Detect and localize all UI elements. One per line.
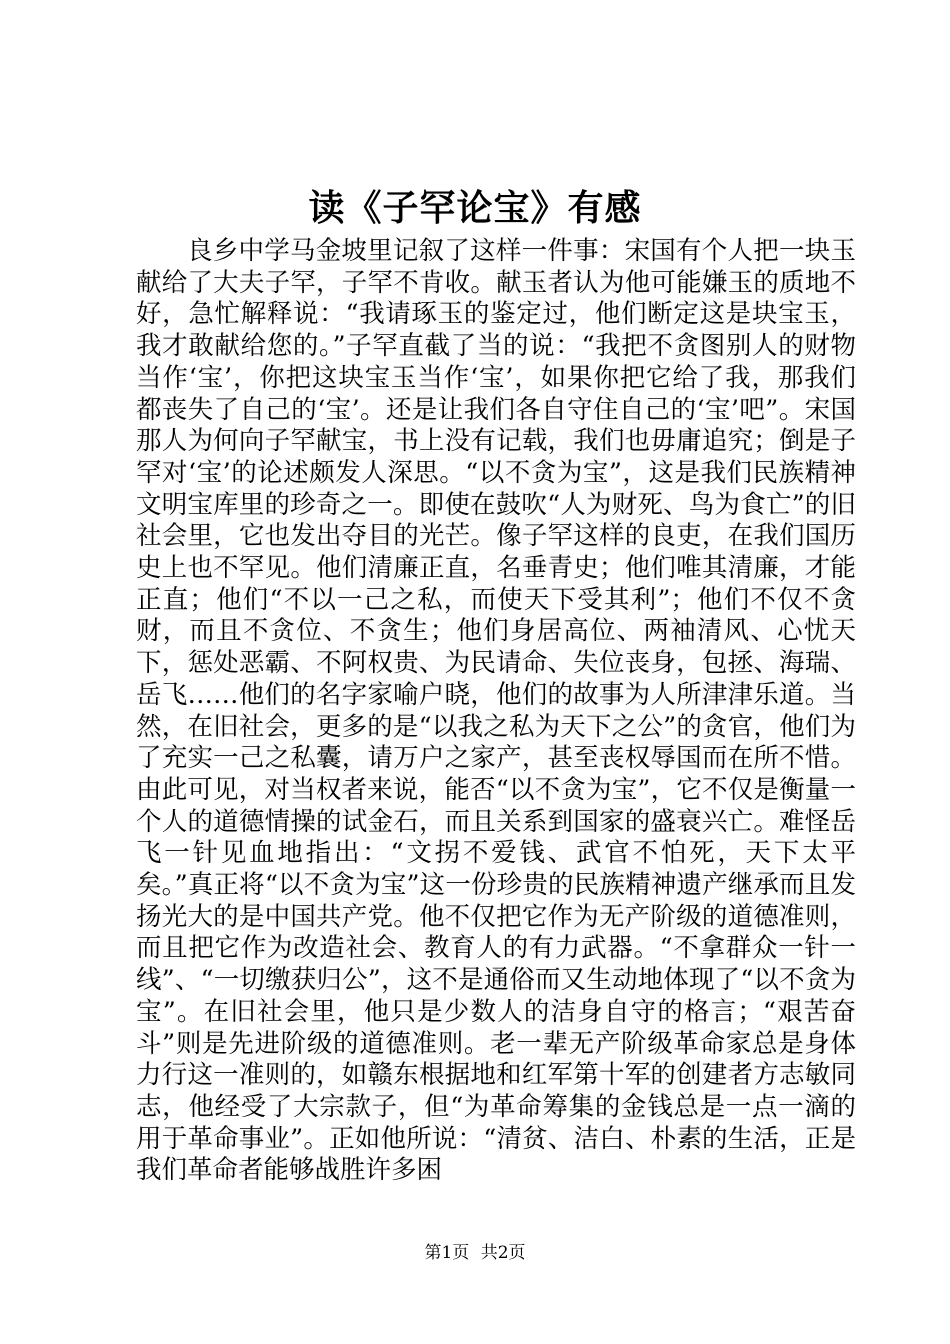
- body-paragraph: 良乡中学马金坡里记叙了这样一件事：宋国有个人把一块玉献给了大夫子罕，子罕不肯收。献玉者认为他可能嫌玉的质地不好，急忙解释说：“我请琢玉的鉴定过，他们断定这是块宝玉，我才敢献给您的。”子罕直截了当的说：“我把不贪图别人的财物当作‘宝’，你把这块宝玉当作‘宝’，如果你把它给了我，那我们都丧失了自己的‘宝’。还是让我们各自守住自己的‘宝’吧”。宋国那人为何向子罕献宝，书上没有记载，我们也毋庸追究；倒是子罕对‘宝’的论述颇发人深思。“以不贪为宝”，这是我们民族精神文明宝库里的珍奇之一。即使在鼓吹“人为财死、鸟为食亡”的旧社会里，它也发出夺目的光芒。像子罕这样的良吏，在我们国历史上也不罕见。他们清廉正直，名垂青史；他们唯其清廉，才能正直；他们“不以一己之私，而使天下受其利”；他们不仅不贪财，而且不贪位、不贪生；他们身居高位、两袖清风、心忧天下，惩处恶霸、不阿权贵、为民请命、失位丧身，包拯、海瑞、岳飞……他们的名字家喻户晓，他们的故事为人所津津乐道。当然，在旧社会，更多的是“以我之私为天下之公”的贪官，他们为了充实一己之私囊，请万户之家产，甚至丧权辱国而在所不惜。由此可见，对当权者来说，能否“以不贪为宝”，它不仅是衡量一个人的道德情操的试金石，而且关系到国家的盛衰兴亡。难怪岳飞一针见血地指出：“文拐不爱钱、武官不怕死，天下太平矣。”真正将“以不贪为宝”这一份珍贵的民族精神遗产继承而且发扬光大的是中国共产党。他不仅把它作为无产阶级的道德准则，而且把它作为改造社会、教育人的有力武器。“不拿群众一针一线”、“一切缴获归公”，这不是通俗而又生动地体现了“以不贪为宝”。在旧社会里，他只是少数人的洁身自守的格言；“艰苦奋斗”则是先进阶级的道德准则。老一辈无产阶级革命家总是身体力行这一准则的，如赣东根据地和红军第十军的创建者方志敏同志，他经受了大宗款子，但“为革命筹集的金钱总是一点一滴的用于革命事业”。正如他所说：“清贫、洁白、朴素的生活，正是我们革命者能够战胜许多困: [136, 236, 856, 1186]
- document-title: 读《子罕论宝》有感: [308, 187, 642, 229]
- page-number: 第1页: [424, 1243, 470, 1263]
- page-total: 共2页: [480, 1243, 526, 1263]
- page-footer: [0, 1241, 950, 1265]
